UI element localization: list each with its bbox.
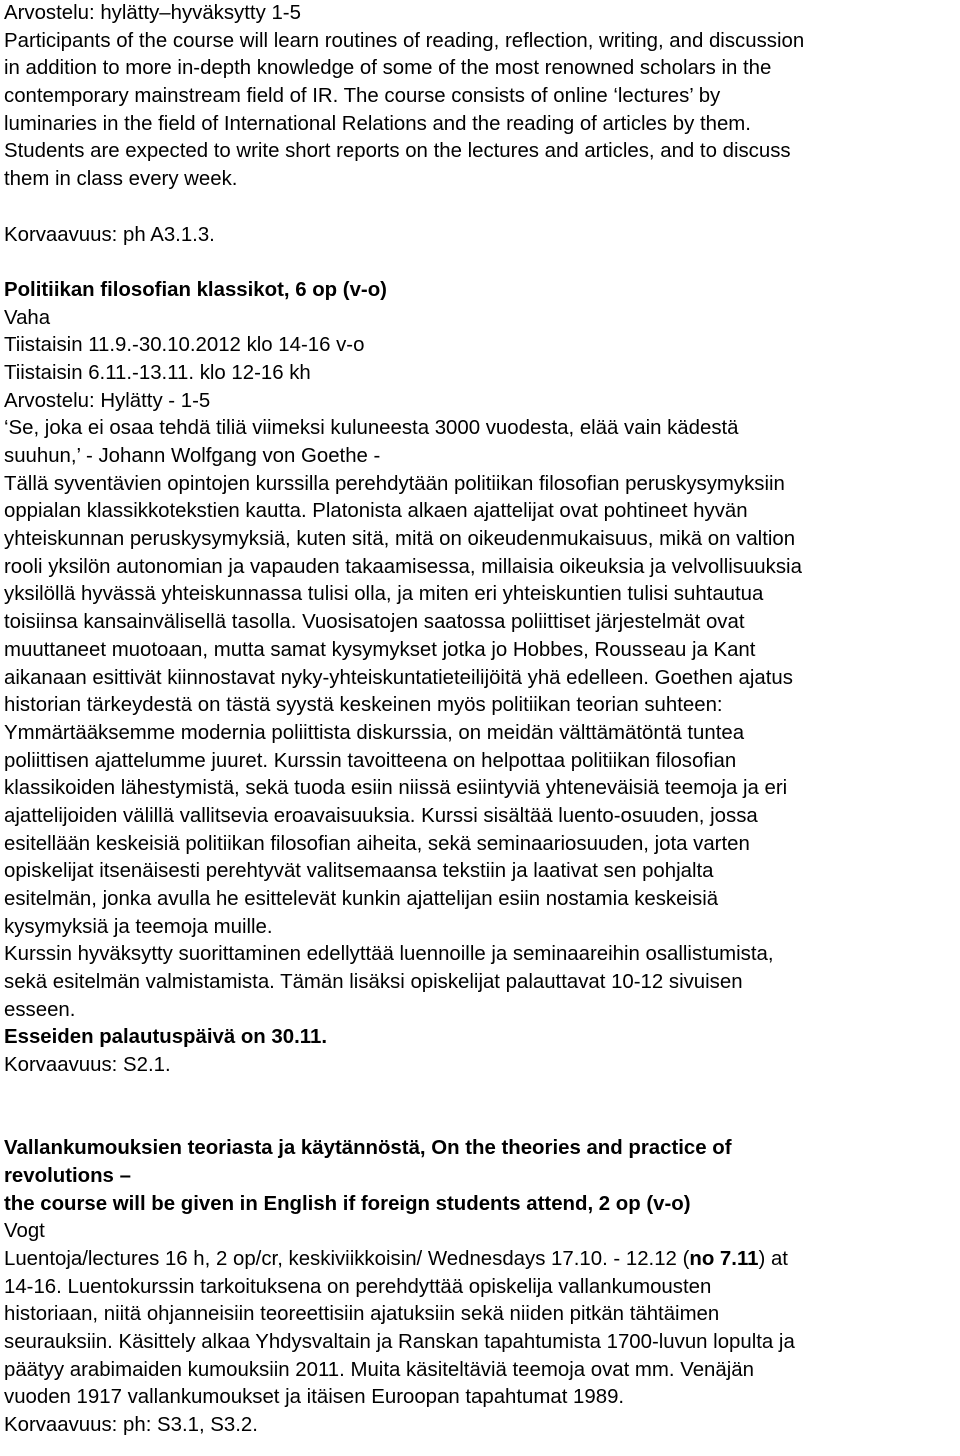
description-line: suuhun,’ - Johann Wolfgang von Goethe - [4, 445, 381, 467]
equivalence-text: Korvaavuus: S2.1. [4, 1054, 171, 1077]
description-line: kysymyksiä ja teemoja muille. [4, 915, 273, 938]
deadline-text: Esseiden palautuspäivä on 30.11. [4, 1026, 327, 1049]
description-line: seurauksiin. Käsittely alkaa Yhdysvaltain ja Ranskan tapahtumista 1700-luvun lopulta ja [4, 1331, 795, 1354]
description-line: Participants of the course will learn routines of reading, reflection, writing, and discussion [4, 29, 805, 52]
description-line: Tällä syventävien opintojen kurssilla perehdytään politiikan filosofian peruskysymyksiin [4, 472, 785, 495]
description-line: contemporary mainstream field of IR. The course consists of online ‘lectures’ by [4, 85, 721, 108]
description-line: Students are expected to write short reports on the lectures and articles, and to discuss [4, 140, 791, 163]
description-line: rooli yksilön autonomian ja vapauden takaamisessa, millaisia oikeuksia ja velvollisuuksia [4, 555, 802, 578]
description-line: yhteiskunnan peruskysymyksiä, kuten sitä, mitä on oikeudenmukaisuus, mikä on valtion [4, 528, 796, 551]
description-line: in addition to more in-depth knowledge of some of the most renowned scholars in the [4, 57, 772, 80]
course-heading: revolutions – [4, 1164, 131, 1187]
description-line: esitelmän, jonka avulla he esittelevät kunkin ajattelijan esiin nostamia keskeisiä [4, 888, 719, 910]
equivalence-text: Korvaavuus: ph: S3.1, S3.2. [4, 1414, 258, 1437]
spacer [4, 194, 956, 222]
document-page [4, 0, 956, 1440]
schedule-line: Tiistaisin 6.11.-13.11. klo 12-16 kh [4, 361, 311, 384]
description-line: them in class every week. [4, 168, 238, 191]
description-line: historiaan, niitä ohjanneisiin teoreettisiin ajatuksiin sekä niiden pitkän tähtäimen [4, 1303, 720, 1326]
description-line: päätyy arabimaiden kumouksiin 2011. Muita käsiteltäviä teemoja ovat mm. Venäjän [4, 1358, 754, 1381]
description-line: yksilöllä hyvässä yhteiskunnassa tulisi olla, ja miten eri yhteiskuntien tulisi suhtautua [4, 583, 764, 606]
teacher-name: Vogt [4, 1220, 45, 1243]
description-line: klassikoiden lähestymistä, sekä tuoda esiin niissä esiintyviä yhteneväisiä teemoja ja eri [4, 777, 788, 800]
lecture-schedule: Luentoja/lectures 16 h, 2 op/cr, keskiviikkoisin/ Wednesdays 17.10. - 12.12 (no 7.11) at [4, 1247, 788, 1270]
description-line: opiskelijat itsenäisesti perehtyvät valitsemaansa tekstiin ja laativat sen pohjalta [4, 860, 714, 883]
description-line: sekä esitelmän valmistamista. Tämän lisäksi opiskelijat palauttavat 10-12 sivuisen [4, 971, 743, 994]
grading-text: Arvostelu: hylätty–hyväksytty 1-5 [4, 2, 301, 24]
description-line: muuttaneet muotoaan, mutta samat kysymykset jotka jo Hobbes, Rousseau ja Kant [4, 638, 756, 661]
description-line: oppialan klassikkotekstien kautta. Platonista alkaen ajattelijat ovat pohtineet hyvän [4, 500, 748, 523]
course-section-ir [4, 0, 956, 277]
description-line: poliittisen ajattelumme juuret. Kurssin tavoitteena on helpottaa politiikan filosofian [4, 749, 737, 772]
description-line: ajattelijoiden välillä vallitsevia eroavaisuuksia. Kurssi sisältää luento-osuuden, jossa [4, 804, 758, 827]
schedule-line: Tiistaisin 11.9.-30.10.2012 klo 14-16 v-o [4, 334, 365, 357]
course-heading: Politiikan filosofian klassikot, 6 op (v-o) [4, 278, 387, 301]
description-line: historian tärkeydestä on tästä syystä keskeinen myös politiikan teorian suhteen: [4, 694, 723, 717]
description-line: ‘Se, joka ei osaa tehdä tiliä viimeksi kuluneesta 3000 vuodesta, elää vain kädestä [4, 417, 739, 440]
description-line: esitellään keskeisiä politiikan filosofian aiheita, sekä seminaariosuuden, jota varten [4, 832, 750, 855]
description-line: Kurssin hyväksytty suorittaminen edellyttää luennoille ja seminaareihin osallistumista, [4, 943, 774, 966]
teacher-name: Vaha [4, 306, 51, 329]
description-line: toisiinsa kansainvälisellä tasolla. Vuosisatojen saatossa poliittiset järjestelmät ovat [4, 611, 745, 634]
description-line: aikanaan esittivät kiinnostavat nyky-yhteiskuntatieteilijöitä yhä edelleen. Goethen ajatus [4, 666, 793, 689]
description-line: vuoden 1917 vallankumoukset ja itäisen Euroopan tapahtumat 1989. [4, 1386, 625, 1409]
description-line: luminaries in the field of International Relations and the reading of articles by them. [4, 112, 751, 135]
description-line: Ymmärtääksemme modernia poliittista diskurssia, on meidän välttämätöntä tuntea [4, 721, 745, 744]
equivalence-text: Korvaavuus: ph A3.1.3. [4, 223, 215, 246]
course-heading: Vallankumouksien teoriasta ja käytännöstä, On the theories and practice of [4, 1137, 732, 1160]
grading-text: Arvostelu: Hylätty - 1-5 [4, 389, 211, 412]
spacer [4, 249, 956, 277]
description-line: 14-16. Luentokurssin tarkoituksena on perehdyttää opiskelija vallankumousten [4, 1275, 712, 1298]
description-line: esseen. [4, 998, 76, 1021]
spacer [4, 1080, 956, 1135]
course-heading: the course will be given in English if foreign students attend, 2 op (v-o) [4, 1192, 691, 1215]
course-section-revolutions [4, 1135, 956, 1440]
course-section-political-philosophy [4, 277, 956, 1135]
